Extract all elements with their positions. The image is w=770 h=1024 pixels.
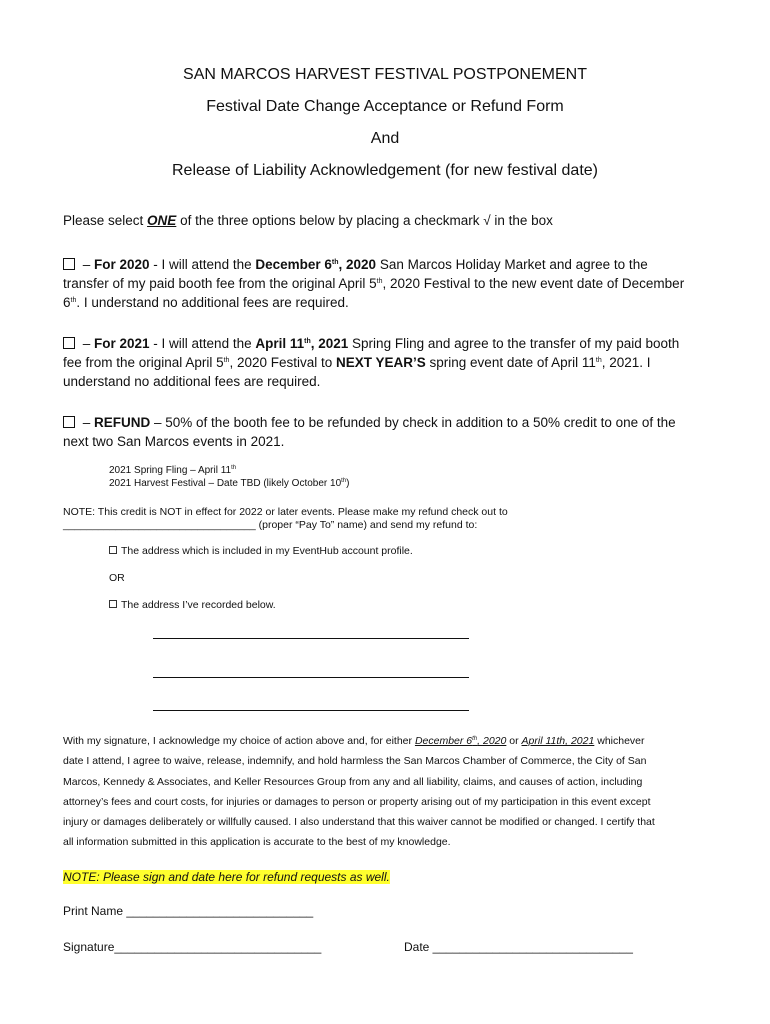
- waiver-date-text: December 6: [414, 735, 473, 747]
- print-name-field[interactable]: Print Name ____________________________: [63, 904, 314, 918]
- option-text: San Marcos Holiday Market and agree to the: [376, 257, 648, 272]
- option-2021-year: For 2021: [94, 336, 150, 351]
- waiver-line: all information submitted in this application is accurate to the best of my knowledge.: [63, 836, 451, 849]
- option-date: April 11: [255, 336, 305, 351]
- form-subtitle-release: Release of Liability Acknowledgement (for new festival date): [172, 162, 598, 179]
- address-option-profile: [109, 545, 413, 557]
- waiver-line: date I attend, I agree to waive, release, indemnify, and hold harmless the San Marcos Chamber of Commerce, the City of San: [63, 755, 647, 768]
- option-2020-year: For 2020: [94, 257, 150, 272]
- form-subtitle: Festival Date Change Acceptance or Refund Form: [206, 98, 564, 115]
- option-2021-checkbox[interactable]: [63, 337, 75, 349]
- liability-waiver: [63, 731, 723, 853]
- ordinal-suffix: th: [70, 297, 77, 304]
- ordinal-suffix: th: [595, 357, 602, 364]
- address-option-recorded: [109, 599, 276, 611]
- ordinal-suffix: th: [376, 278, 383, 285]
- next-year-label: NEXT YEAR’S: [336, 355, 426, 370]
- waiver-date-2021: April 11th, 2021: [521, 735, 595, 747]
- address-profile-label: The address which is included in my EventHub account profile.: [121, 545, 413, 557]
- waiver-line: [63, 731, 723, 751]
- option-text: next two San Marcos events in 2021.: [63, 434, 285, 449]
- address-line-1[interactable]: [153, 638, 469, 639]
- refund-note: [63, 506, 508, 532]
- option-text: , 2020 Festival to: [229, 355, 336, 370]
- instructions-emph: ONE: [147, 213, 177, 228]
- option-text: . I understand no additional fees are required.: [76, 295, 349, 310]
- ordinal-suffix: th: [304, 338, 311, 345]
- waiver-line: attorney’s fees and court costs, for injuries or damages to person or property arising out of my participation in this event except: [63, 795, 651, 808]
- ordinal-suffix: th: [223, 357, 230, 364]
- instructions-post: of the three options below by placing a checkmark √ in the box: [176, 213, 553, 228]
- event-list: [109, 464, 350, 490]
- ordinal-suffix: th: [231, 465, 237, 471]
- option-2021: [63, 334, 713, 391]
- address-or: OR: [109, 572, 125, 584]
- option-text: - I will attend the: [149, 257, 256, 272]
- option-dash: –: [79, 336, 95, 351]
- option-text: , 2021. I: [601, 355, 651, 370]
- waiver-line: Marcos, Kennedy & Associates, and Keller Resources Group from any and all liability, claims, and causes of action, including: [63, 775, 643, 788]
- waiver-date-year: , 2020: [477, 735, 507, 747]
- waiver-line: injury or damages deliberately or willfully caused. I also understand that this waiver cannot be modified or changed. I certify that: [63, 816, 655, 829]
- waiver-date-2020: [415, 735, 506, 747]
- option-2020-checkbox[interactable]: [63, 258, 75, 270]
- option-date: December 6: [255, 257, 332, 272]
- address-recorded-checkbox[interactable]: [109, 600, 117, 608]
- sign-note-text: NOTE: Please sign and date here for refund requests as well.: [63, 870, 390, 884]
- option-text: Spring Fling and agree to the transfer of my paid booth: [348, 336, 680, 351]
- option-text: – 50% of the booth fee to be refunded by check in addition to a 50% credit to one of the: [150, 415, 676, 430]
- option-text: spring event date of April 11: [425, 355, 596, 370]
- option-text: transfer of my paid booth fee from the original April 5: [63, 276, 377, 291]
- waiver-text: With my signature, I acknowledge my choice of action above and, for either: [63, 735, 415, 747]
- instructions: [63, 211, 553, 230]
- option-date-year: , 2020: [338, 257, 377, 272]
- option-2020: [63, 255, 713, 312]
- option-dash: –: [79, 257, 95, 272]
- option-text: understand no additional fees are required.: [63, 374, 321, 389]
- event-harvest-festival: 2021 Harvest Festival – Date TBD (likely October 10: [109, 478, 342, 489]
- address-profile-checkbox[interactable]: [109, 546, 117, 554]
- instructions-pre: Please select: [63, 213, 148, 228]
- ordinal-suffix: th: [331, 259, 339, 266]
- address-line-3[interactable]: [153, 710, 469, 711]
- address-recorded-label: The address I’ve recorded below.: [121, 599, 276, 611]
- option-date-year: , 2021: [310, 336, 349, 351]
- event-harvest-festival-end: ): [346, 478, 350, 489]
- event-spring-fling: 2021 Spring Fling – April 11: [109, 465, 232, 476]
- sign-note: [63, 870, 390, 884]
- date-field[interactable]: Date ______________________________: [404, 940, 633, 954]
- option-text: fee from the original April 5: [63, 355, 224, 370]
- refund-note-line2: _________________________________ (proper “Pay To” name) and send my refund to:: [63, 519, 478, 531]
- option-text: - I will attend the: [149, 336, 256, 351]
- option-dash: –: [79, 415, 95, 430]
- option-text: , 2020 Festival to the new event date of December: [382, 276, 685, 291]
- form-subtitle-and: And: [370, 130, 400, 147]
- waiver-text: whichever: [594, 735, 645, 747]
- page-title: SAN MARCOS HARVEST FESTIVAL POSTPONEMENT: [183, 66, 587, 83]
- option-refund: [63, 413, 713, 451]
- option-refund-checkbox[interactable]: [63, 416, 75, 428]
- address-line-2[interactable]: [153, 677, 469, 678]
- signature-field[interactable]: Signature_______________________________: [63, 940, 322, 954]
- option-refund-label: REFUND: [94, 415, 151, 430]
- option-text: 6: [63, 295, 71, 310]
- refund-note-line1: NOTE: This credit is NOT in effect for 2022 or later events. Please make my refund check out to: [63, 506, 508, 518]
- waiver-text: or: [506, 735, 522, 747]
- ordinal-suffix: th: [341, 478, 347, 484]
- ordinal-suffix: th: [472, 736, 478, 742]
